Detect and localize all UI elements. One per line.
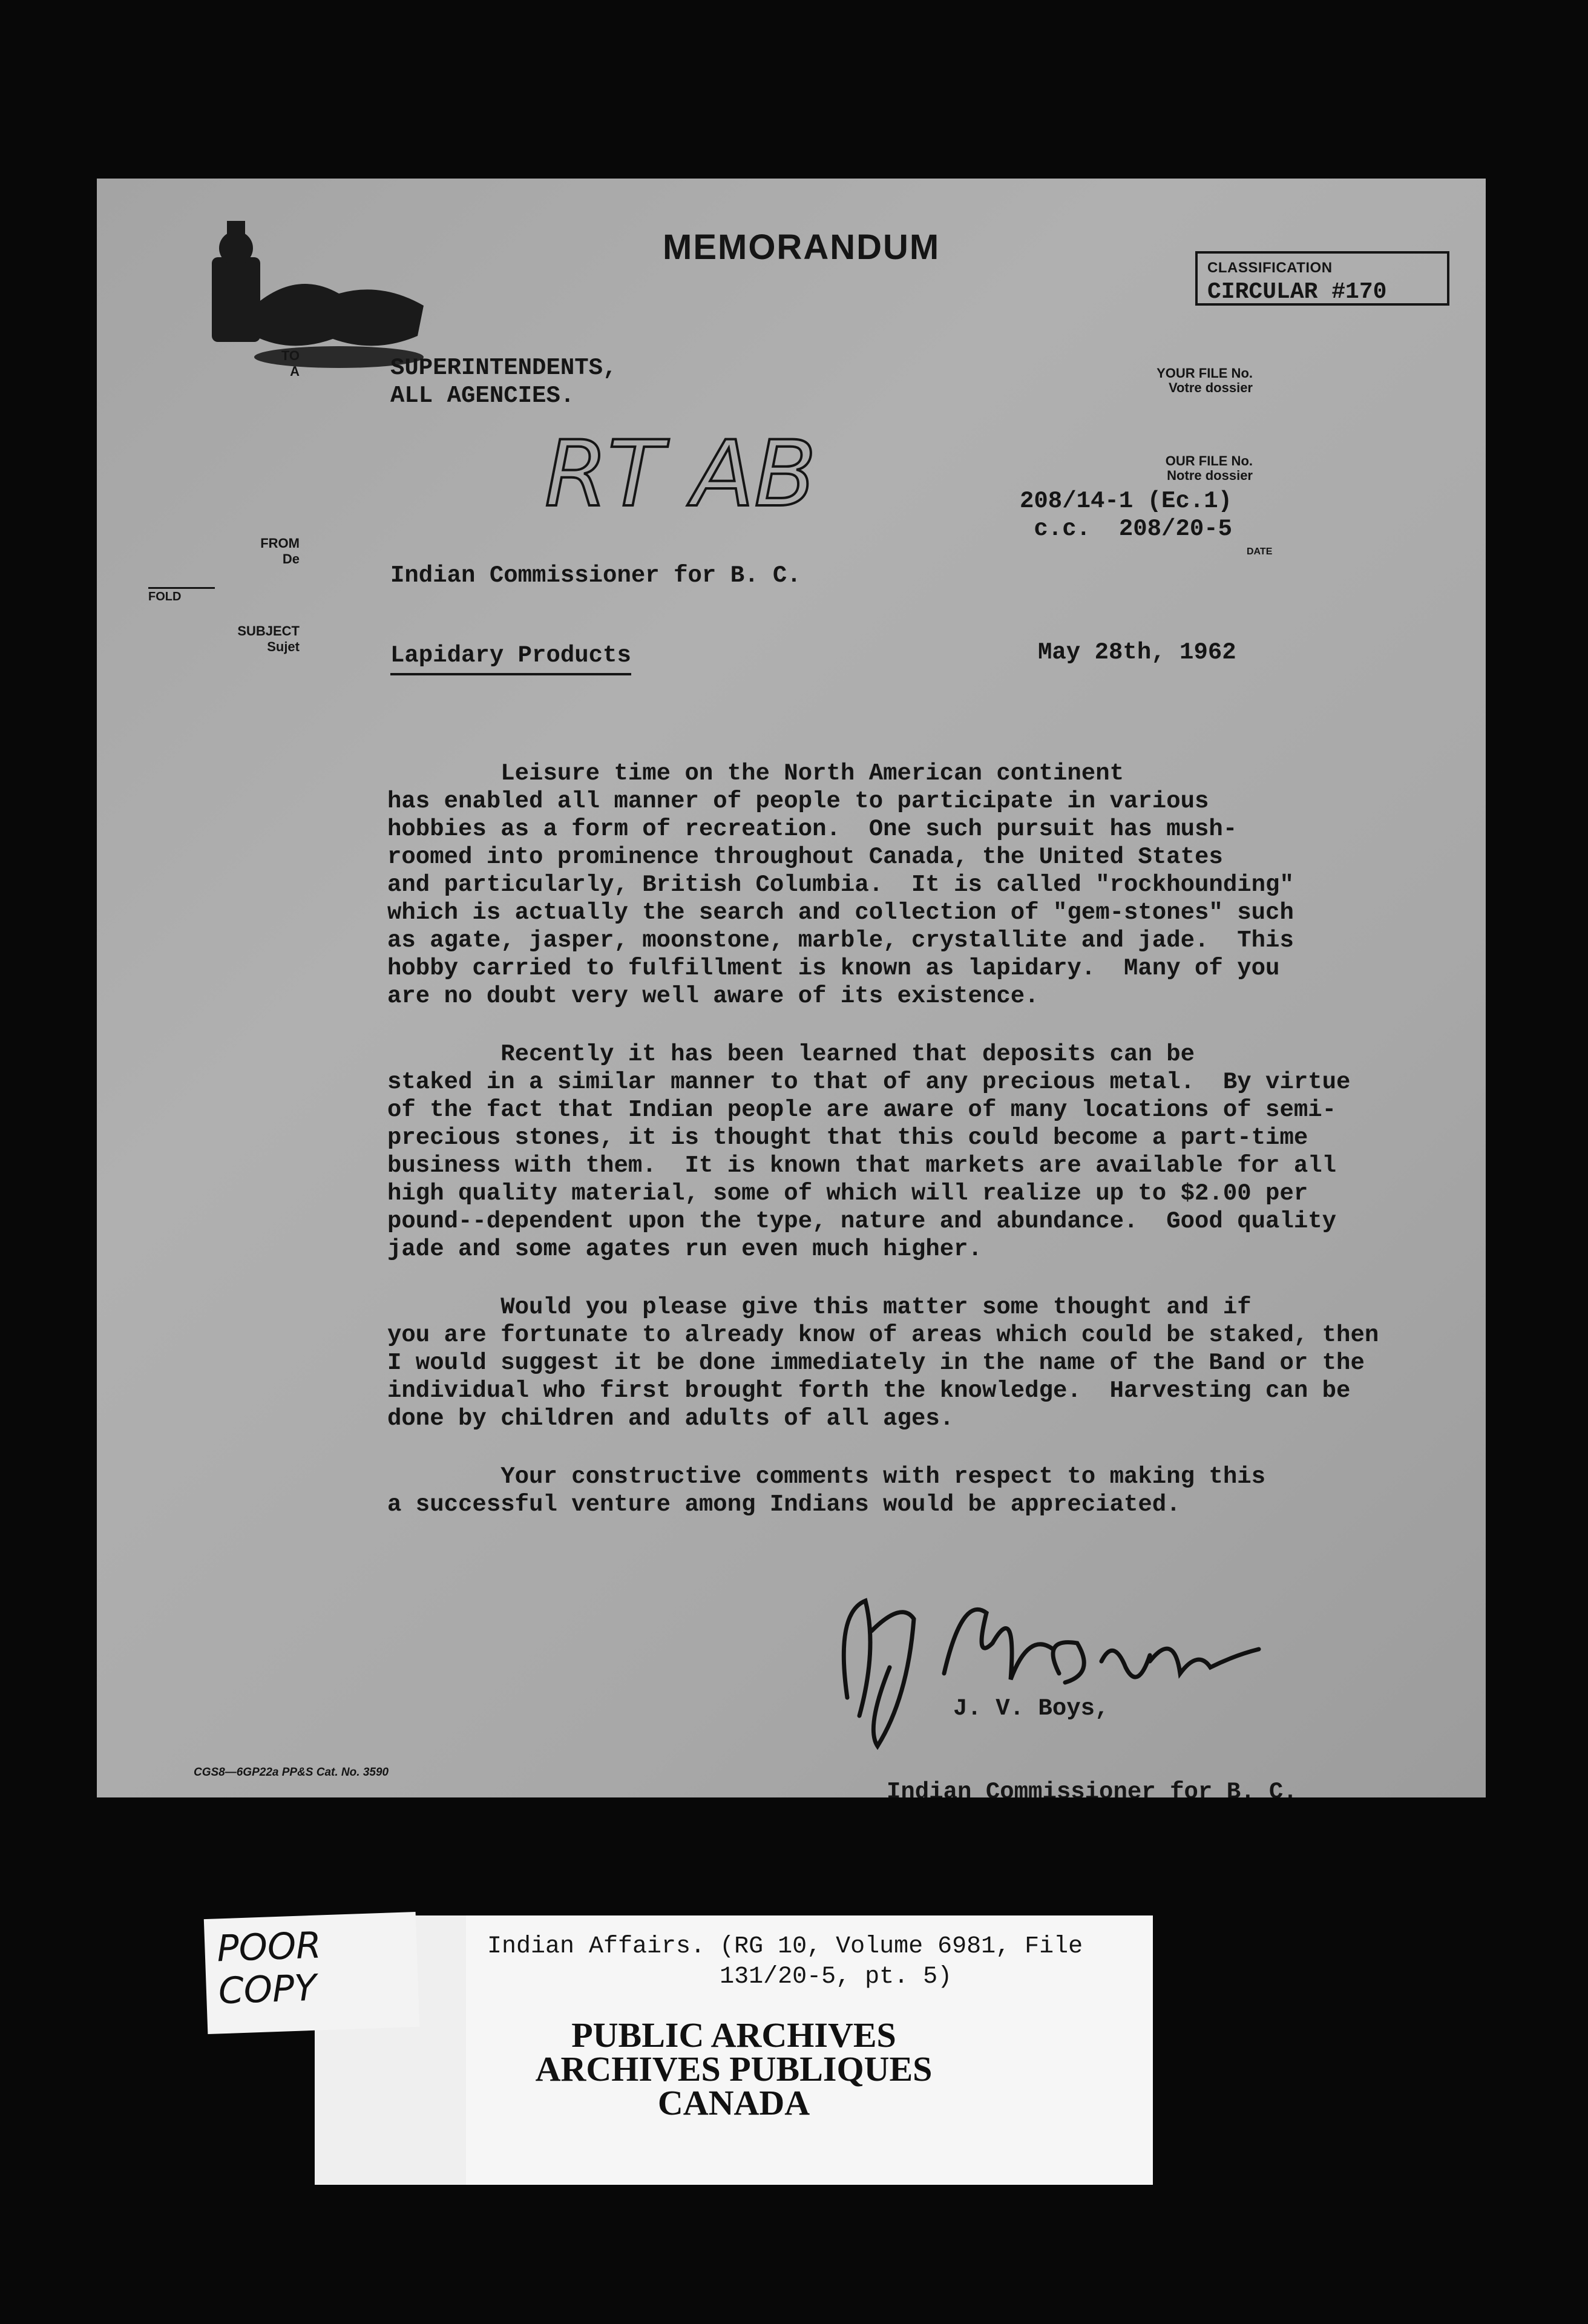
archive-title bbox=[315, 2015, 1153, 2122]
archive-label-card bbox=[315, 1915, 1153, 2185]
classification-label: CLASSIFICATION bbox=[1207, 260, 1333, 276]
handwritten-initials-text: RT AB bbox=[545, 422, 817, 527]
our-file-number: 208/14-1 (Ec.1) c.c. 208/20-5 bbox=[1020, 488, 1233, 542]
memo-title: MEMORANDUM bbox=[663, 228, 940, 267]
to-label: TO A bbox=[281, 348, 300, 379]
date-label: DATE bbox=[1247, 547, 1273, 557]
signer-title: Indian Commissioner for B. C. bbox=[887, 1779, 1298, 1797]
body-paragraph: Would you please give this matter some thought and if you are fortunate to already know of areas which could be staked, then I would suggest it be done immediately in the name of the Band or the individual who first brought forth the knowledge. Harvesting can be done by children and adults of all ages. bbox=[387, 1294, 1379, 1432]
our-file-label: OUR FILE No. Notre dossier bbox=[1165, 453, 1253, 483]
body-paragraph: Leisure time on the North American continent has enabled all manner of people to participate in various hobbies as a form of recreation. One such pursuit has mush- roomed into prominence throughout Canada, the United States and particularly, British Columbia. It is called "rockhounding" which is actually the search and collection of "gem-stones" such as agate, jasper, moonstone, marble, crystallite and jade. This hobby carried to fulfillment is known as lapidary. Many of you are no doubt very well aware of its existence. bbox=[387, 760, 1294, 1009]
poor-copy-text: POOR COPY bbox=[216, 1924, 322, 2013]
memo-body bbox=[387, 760, 1379, 1549]
archive-title-line: PUBLIC ARCHIVES bbox=[571, 2015, 896, 2055]
classification-value: CIRCULAR #170 bbox=[1207, 279, 1387, 305]
classification-box bbox=[1195, 251, 1449, 306]
poor-copy-note bbox=[204, 1912, 419, 2034]
archive-source-reference: Indian Affairs. (RG 10, Volume 6981, File 131/20-5, pt. 5) bbox=[487, 1933, 1083, 1991]
from-sender: Indian Commissioner for B. C. bbox=[390, 562, 801, 589]
to-recipients: SUPERINTENDENTS, ALL AGENCIES. bbox=[390, 355, 617, 409]
archive-title-line: ARCHIVES PUBLIQUES bbox=[535, 2049, 933, 2089]
memorandum-page bbox=[97, 179, 1486, 1797]
handwritten-initials bbox=[533, 402, 871, 542]
from-label: FROM De bbox=[260, 536, 300, 566]
signature-block bbox=[887, 1639, 1298, 1797]
fold-label: FOLD bbox=[148, 587, 215, 604]
catalog-number: CGS8—6GP22a PP&S Cat. No. 3590 bbox=[194, 1766, 389, 1779]
memo-date: May 28th, 1962 bbox=[1038, 639, 1236, 666]
body-paragraph: Your constructive comments with respect to making this a successful venture among Indians would be appreciated. bbox=[387, 1463, 1266, 1518]
archive-title-line: CANADA bbox=[657, 2083, 810, 2122]
subject-line: Lapidary Products bbox=[390, 642, 631, 675]
signer-name: J. V. Boys, bbox=[953, 1695, 1109, 1722]
subject-label: SUBJECT Sujet bbox=[237, 623, 300, 654]
your-file-label: YOUR FILE No. Votre dossier bbox=[1157, 366, 1253, 395]
body-paragraph: Recently it has been learned that deposits can be staked in a similar manner to that of any precious metal. By virtue of the fact that Indian people are aware of many locations of semi- precious stones, it is thought that this could become a part-time business with them. It is known that markets are available for all high quality material, some of which will realize up to $2.00 per pound--dependent upon the type, nature and abundance. Good quality jade and some agates run even much higher. bbox=[387, 1041, 1351, 1262]
